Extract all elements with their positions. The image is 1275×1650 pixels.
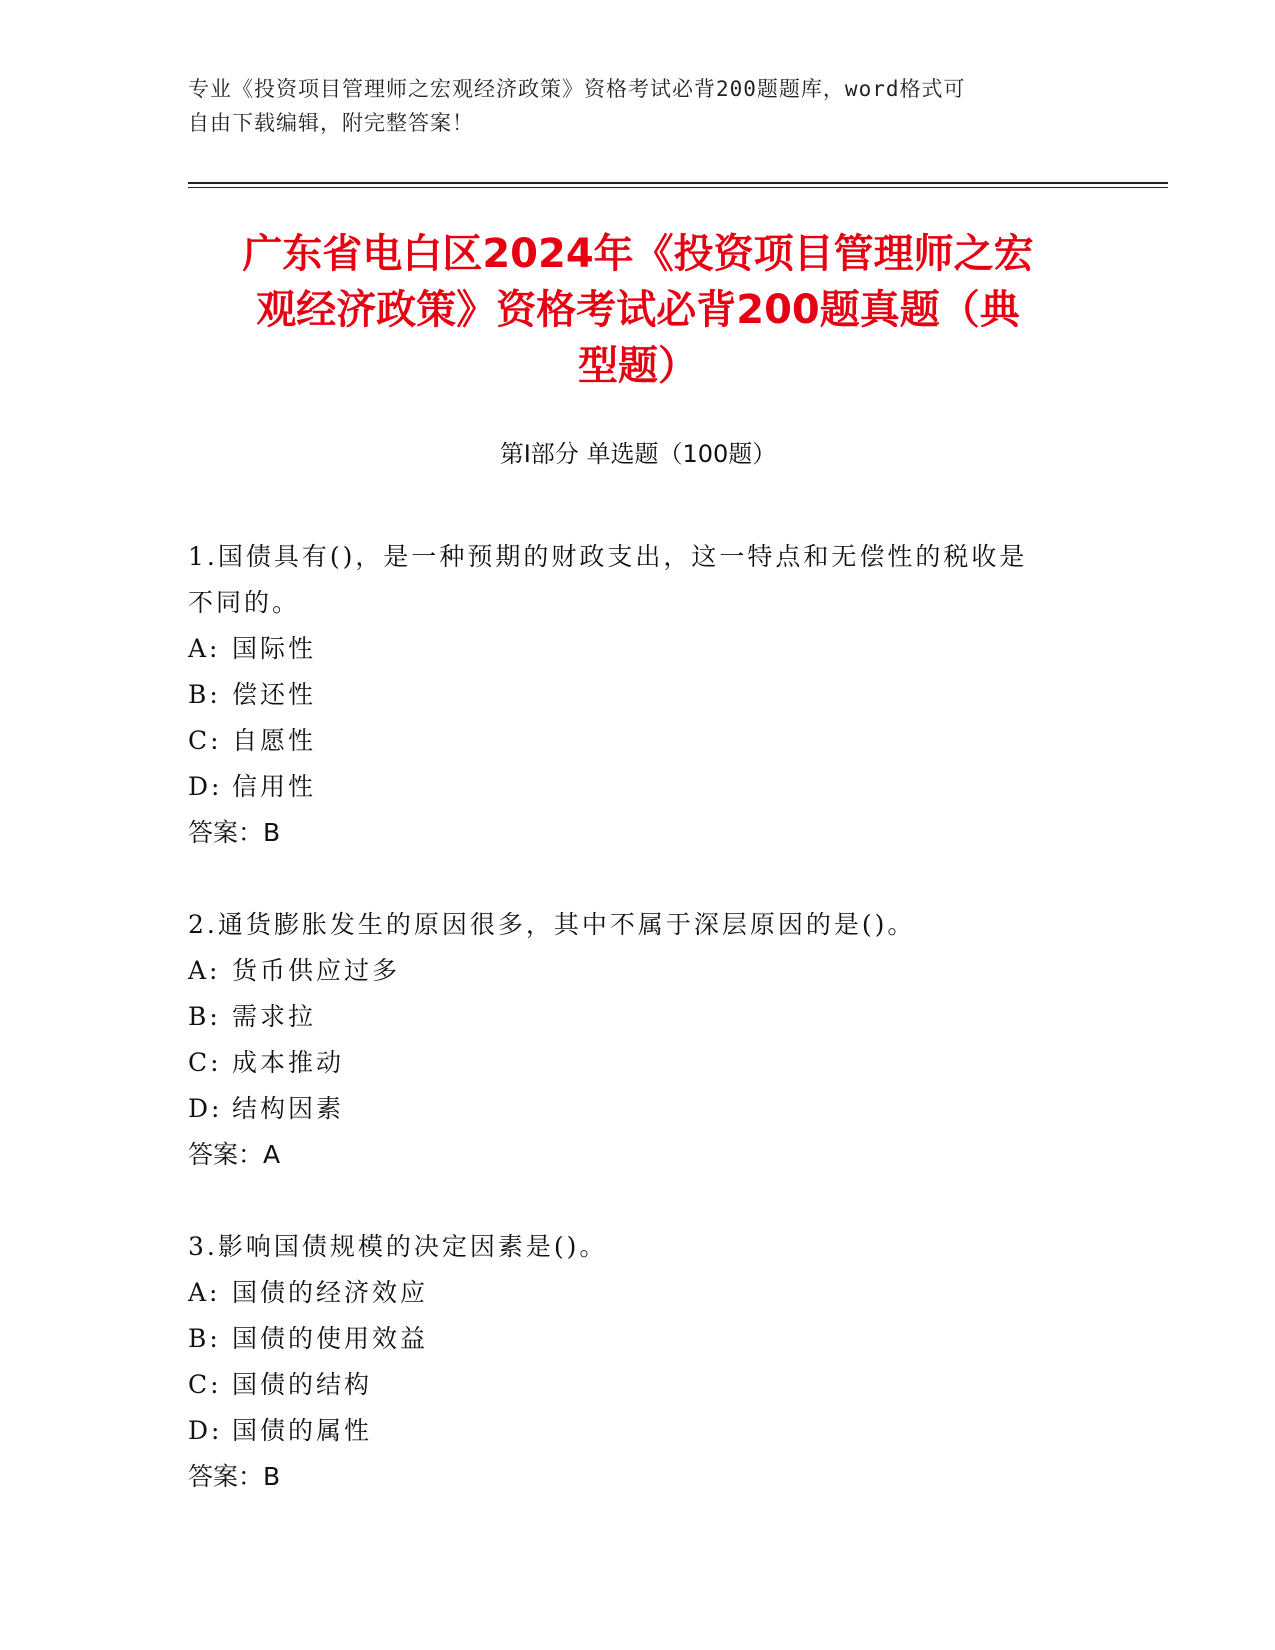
question-stem [188,534,1088,626]
header-divider-thick [188,182,1168,184]
option-key: C: [188,726,222,755]
option-b [188,1316,1088,1362]
option-c [188,1040,1088,1086]
question-stem [188,902,1088,948]
title-line-3: 型题） [578,343,698,389]
question-item [188,534,1088,856]
option-key: C: [188,1370,222,1399]
question-stem [188,1224,1088,1270]
option-key: D: [188,772,223,801]
header-note-line-1: 专业《投资项目管理师之宏观经济政策》资格考试必背200题题库，word格式可 [188,77,966,101]
option-key: A: [188,1278,221,1307]
header-note-line-2: 自由下载编辑，附完整答案！ [188,111,474,135]
option-c [188,1362,1088,1408]
question-stem-line-1: 1.国债具有()，是一种预期的财政支出，这一特点和无偿性的税收是 [188,542,1028,571]
option-a [188,626,1088,672]
option-d [188,1086,1088,1132]
option-text: 需求拉 [232,1002,317,1031]
option-a [188,948,1088,994]
option-b [188,672,1088,718]
option-key: A: [188,956,221,985]
option-b [188,994,1088,1040]
option-key: B: [188,1324,221,1353]
option-key: A: [188,634,221,663]
option-key: D: [188,1416,223,1445]
option-key: B: [188,1002,221,1031]
option-text: 自愿性 [232,726,317,755]
question-stem-line-2: 不同的。 [188,588,301,617]
header-note [188,72,1088,140]
header-divider-thin [188,187,1168,188]
question-stem-line-1: 2.通货膨胀发生的原因很多，其中不属于深层原因的是()。 [188,910,916,939]
option-text: 结构因素 [232,1094,345,1123]
option-c [188,718,1088,764]
answer-line: 答案：B [188,818,281,847]
option-text: 信用性 [232,772,317,801]
title-line-1: 广东省电白区2024年《投资项目管理师之宏 [242,231,1034,277]
section-heading: 第Ⅰ部分 单选题（100题） [499,440,777,468]
option-d [188,1408,1088,1454]
answer-line: 答案：A [188,1140,281,1169]
option-text: 国际性 [232,634,317,663]
option-text: 国债的经济效应 [232,1278,429,1307]
answer-line: 答案：B [188,1462,281,1491]
question-list [188,534,1088,1546]
option-d [188,764,1088,810]
option-key: D: [188,1094,223,1123]
option-text: 国债的使用效益 [232,1324,429,1353]
question-stem-line-1: 3.影响国债规模的决定因素是()。 [188,1232,608,1261]
option-text: 成本推动 [232,1048,345,1077]
option-key: C: [188,1048,222,1077]
option-text: 货币供应过多 [232,956,401,985]
question-item [188,1224,1088,1500]
document-title [188,226,1088,394]
option-text: 国债的结构 [232,1370,373,1399]
option-key: B: [188,680,221,709]
title-line-2: 观经济政策》资格考试必背200题真题（典 [256,287,1020,333]
option-a [188,1270,1088,1316]
option-text: 偿还性 [232,680,317,709]
question-item [188,902,1088,1178]
option-text: 国债的属性 [232,1416,373,1445]
